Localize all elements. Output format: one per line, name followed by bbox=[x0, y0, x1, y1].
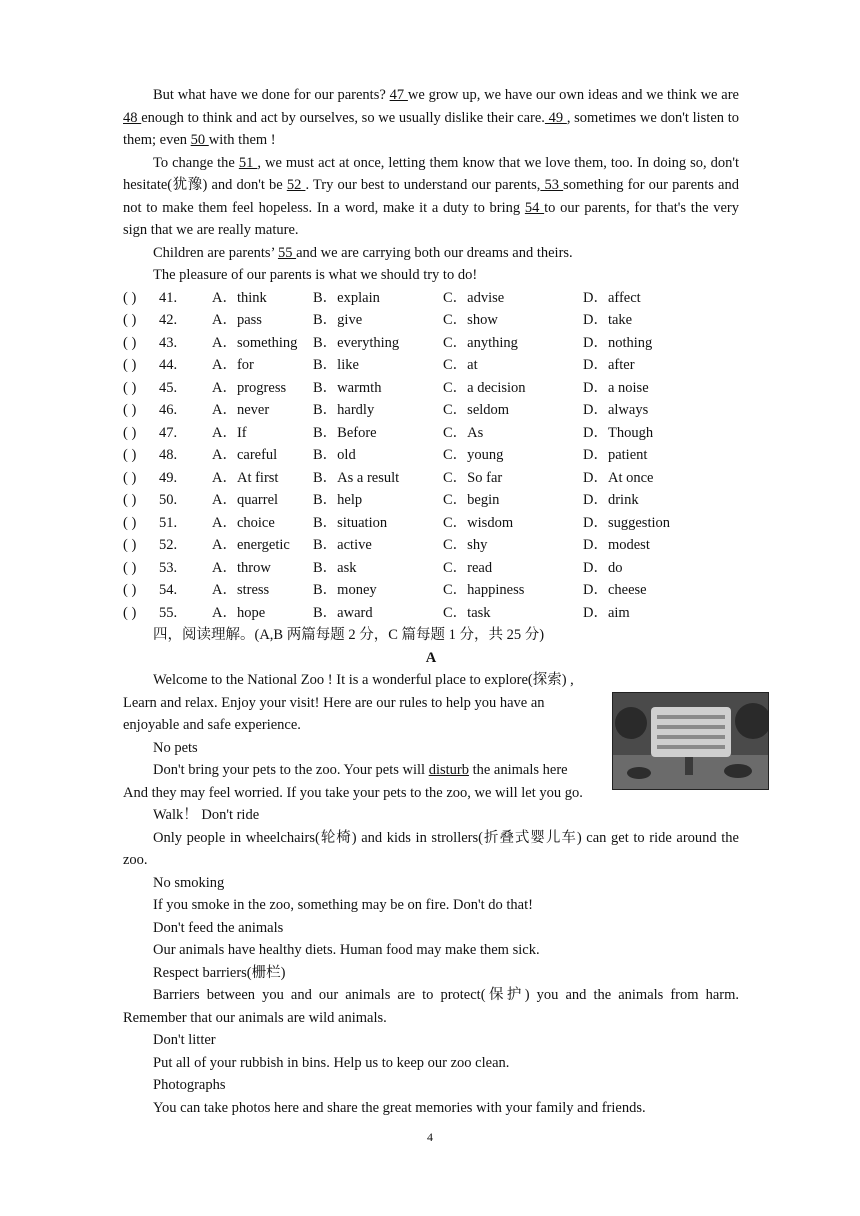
rule-heading-smoking: No smoking bbox=[153, 874, 225, 891]
zoo-sign-illustration bbox=[613, 693, 768, 789]
text: with them ! bbox=[208, 132, 276, 148]
option-row bbox=[123, 399, 739, 422]
option-c: C．wisdom bbox=[443, 514, 514, 531]
option-b: B．help bbox=[313, 492, 363, 508]
option-b: B．money bbox=[313, 582, 377, 598]
blank-48: 48 bbox=[123, 109, 142, 126]
option-d: D．after bbox=[583, 357, 635, 373]
answer-paren[interactable]: ( ) bbox=[123, 379, 137, 396]
text: , sometimes we don't listen to them; even bbox=[123, 109, 740, 148]
options-list bbox=[123, 287, 739, 625]
blank-55: 55 bbox=[277, 244, 297, 261]
question-number: 53. bbox=[159, 559, 178, 576]
answer-paren[interactable]: ( ) bbox=[123, 402, 137, 418]
option-c: C．shy bbox=[443, 537, 488, 553]
question-number: 51. bbox=[159, 514, 178, 531]
rule-body-smoking: If you smoke in the zoo, something may be on fire. Don't do that! bbox=[153, 897, 533, 913]
question-number: 52. bbox=[159, 537, 178, 553]
blank-53: 53 bbox=[540, 177, 564, 193]
question-number: 42. bbox=[159, 312, 178, 328]
option-c: C．seldom bbox=[443, 402, 510, 418]
question-number: 50. bbox=[159, 492, 178, 508]
option-c: C．young bbox=[443, 447, 504, 463]
option-row bbox=[123, 557, 739, 580]
option-c: C．happiness bbox=[443, 582, 525, 598]
option-a: A．quarrel bbox=[212, 492, 279, 508]
option-row bbox=[123, 309, 739, 332]
option-b: B．active bbox=[313, 537, 372, 553]
option-row bbox=[123, 377, 739, 400]
option-a: A．If bbox=[212, 424, 247, 441]
text: Children are parents’ bbox=[153, 244, 278, 261]
answer-paren[interactable]: ( ) bbox=[123, 582, 137, 598]
option-d: D．affect bbox=[583, 289, 641, 306]
rule-body-barriers: Barriers between you and our animals are to protect(保护) you and the animals from harm. Remember that our animals are wild animals. bbox=[123, 987, 739, 1026]
option-a: A．stress bbox=[212, 582, 270, 598]
answer-paren[interactable]: ( ) bbox=[123, 312, 137, 328]
answer-paren[interactable]: ( ) bbox=[123, 537, 137, 553]
answer-paren[interactable]: ( ) bbox=[123, 469, 137, 486]
option-row bbox=[123, 512, 739, 535]
option-b: B．award bbox=[313, 604, 373, 621]
text: But what have we done for our parents? bbox=[153, 87, 390, 103]
question-number: 54. bbox=[159, 582, 178, 598]
option-b: B．ask bbox=[313, 559, 357, 576]
option-b: B．warmth bbox=[313, 379, 382, 396]
blank-50: 50 bbox=[190, 132, 209, 148]
blank-49: 49 bbox=[544, 109, 567, 126]
paragraph-4: The pleasure of our parents is what we should try to do! bbox=[153, 267, 478, 283]
option-b: B．situation bbox=[313, 514, 388, 531]
option-c: C．begin bbox=[443, 492, 500, 508]
text: To change the bbox=[153, 154, 239, 171]
option-a: A．never bbox=[212, 402, 270, 418]
text: something for our parents and not to make them feel hopeless. In a word, make it a duty to bring bbox=[123, 177, 739, 216]
option-row bbox=[123, 332, 739, 355]
blank-51: 51 bbox=[238, 154, 258, 171]
rule-body-walk: Only people in wheelchairs(轮椅) and kids in strollers(折叠式婴儿车) can get to ride around the zoo. bbox=[123, 829, 739, 868]
option-c: C．show bbox=[443, 312, 498, 328]
question-number: 49. bbox=[159, 469, 178, 486]
answer-paren[interactable]: ( ) bbox=[123, 559, 137, 576]
paragraph-3 bbox=[123, 242, 739, 265]
blank-54: 54 bbox=[524, 199, 545, 216]
answer-paren[interactable]: ( ) bbox=[123, 492, 137, 508]
option-c: C．anything bbox=[443, 334, 518, 351]
text: the animals here bbox=[468, 762, 568, 778]
answer-paren[interactable]: ( ) bbox=[123, 424, 137, 441]
rule-heading-feed: Don't feed the animals bbox=[153, 919, 284, 936]
option-c: C．advise bbox=[443, 289, 505, 306]
zoo-sign-image bbox=[612, 692, 769, 790]
paragraph-2 bbox=[123, 152, 739, 242]
text: enough to think and act by ourselves, so we usually dislike their care. bbox=[141, 109, 545, 126]
underlined-word: disturb bbox=[428, 762, 469, 778]
question-number: 41. bbox=[159, 289, 178, 306]
intro-line-1: Welcome to the National Zoo ! It is a wonderful place to explore(探索) , bbox=[153, 672, 574, 688]
option-d: D．a noise bbox=[583, 379, 649, 396]
rule-heading-walk: Walk！ Don't ride bbox=[153, 807, 260, 823]
option-d: D．suggestion bbox=[583, 514, 670, 531]
rule-body-photographs: You can take photos here and share the great memories with your family and friends. bbox=[153, 1099, 646, 1116]
question-number: 48. bbox=[159, 447, 178, 463]
rule-body-feed: Our animals have healthy diets. Human food may make them sick. bbox=[153, 942, 540, 958]
text: . Try our best to understand our parents, bbox=[305, 177, 541, 193]
option-b: B．like bbox=[313, 357, 359, 373]
option-row bbox=[123, 422, 739, 445]
text: , we must act at once, letting them know that we love them, too. In doing so, don't hesitate(犹豫) and don't be bbox=[123, 154, 740, 193]
option-row bbox=[123, 287, 739, 310]
option-a: A．think bbox=[212, 289, 267, 306]
option-c: C．task bbox=[443, 604, 491, 621]
option-a: A．energetic bbox=[212, 537, 290, 553]
option-b: B．give bbox=[313, 312, 363, 328]
option-row bbox=[123, 579, 739, 602]
section-heading: 四，阅读理解。(A,B 两篇每题 2 分，C 篇每题 1 分，共 25 分) bbox=[153, 627, 545, 643]
rule-body-pets-cont: And they may feel worried. If you take your pets to the zoo, we will let you go. bbox=[123, 784, 583, 801]
option-row bbox=[123, 354, 739, 377]
option-d: D．aim bbox=[583, 604, 630, 621]
question-number: 46. bbox=[159, 402, 178, 418]
option-d: D．At once bbox=[583, 469, 654, 486]
text: and we are carrying both our dreams and theirs. bbox=[296, 244, 573, 261]
blank-52: 52 bbox=[286, 177, 306, 193]
option-d: D．modest bbox=[583, 537, 650, 553]
option-d: D．drink bbox=[583, 492, 639, 508]
option-row bbox=[123, 467, 739, 490]
rule-heading-barriers: Respect barriers(栅栏) bbox=[153, 964, 286, 981]
question-number: 55. bbox=[159, 604, 178, 621]
option-a: A．something bbox=[212, 334, 298, 351]
document-page bbox=[123, 84, 739, 1119]
passage-title: A bbox=[425, 649, 437, 666]
option-c: C．at bbox=[443, 357, 478, 373]
option-d: D．take bbox=[583, 312, 633, 328]
answer-paren[interactable]: ( ) bbox=[123, 447, 137, 463]
answer-paren[interactable]: ( ) bbox=[123, 334, 137, 351]
question-number: 45. bbox=[159, 379, 178, 396]
option-d: D．patient bbox=[583, 447, 648, 463]
intro-line-2: Learn and relax. Enjoy your visit! Here are our rules to help you have an bbox=[123, 694, 545, 711]
answer-paren[interactable]: ( ) bbox=[123, 357, 137, 373]
text: Don't bring your pets to the zoo. Your pets will bbox=[153, 762, 429, 778]
rule-body-litter: Put all of your rubbish in bins. Help us to keep our zoo clean. bbox=[153, 1054, 510, 1071]
option-a: A．progress bbox=[212, 379, 287, 396]
option-d: D．Though bbox=[583, 424, 654, 441]
option-d: D．nothing bbox=[583, 334, 653, 351]
text: we grow up, we have our own ideas and we think we are bbox=[407, 87, 739, 103]
answer-paren[interactable]: ( ) bbox=[123, 289, 137, 306]
rule-heading-photographs: Photographs bbox=[153, 1077, 226, 1093]
option-b: B．Before bbox=[313, 424, 377, 441]
question-number: 43. bbox=[159, 334, 178, 351]
option-d: D．cheese bbox=[583, 582, 647, 598]
option-b: B．explain bbox=[313, 289, 380, 306]
blank-47: 47 bbox=[389, 87, 408, 103]
rule-heading-litter: Don't litter bbox=[153, 1032, 216, 1048]
option-b: B．everything bbox=[313, 334, 400, 351]
answer-paren[interactable]: ( ) bbox=[123, 604, 137, 621]
option-a: A．hope bbox=[212, 604, 266, 621]
option-row bbox=[123, 489, 739, 512]
option-row bbox=[123, 534, 739, 557]
option-c: C．So far bbox=[443, 469, 503, 486]
option-a: A．pass bbox=[212, 312, 262, 328]
answer-paren[interactable]: ( ) bbox=[123, 514, 137, 531]
paragraph-1 bbox=[123, 84, 739, 152]
option-b: B．As a result bbox=[313, 469, 400, 486]
option-a: A．choice bbox=[212, 514, 275, 531]
option-d: D．do bbox=[583, 559, 623, 576]
option-a: A．At first bbox=[212, 469, 279, 486]
question-number: 47. bbox=[159, 424, 178, 441]
option-b: B．hardly bbox=[313, 402, 375, 418]
option-a: A．for bbox=[212, 357, 254, 373]
option-a: A．throw bbox=[212, 559, 271, 576]
option-row bbox=[123, 444, 739, 467]
page-number: 4 bbox=[427, 1130, 433, 1144]
question-number: 44. bbox=[159, 357, 178, 373]
option-d: D．always bbox=[583, 402, 649, 418]
option-b: B．old bbox=[313, 447, 356, 463]
option-c: C．As bbox=[443, 424, 484, 441]
option-c: C．a decision bbox=[443, 379, 526, 396]
text: to our parents, for that's the very sign that we are really mature. bbox=[123, 199, 739, 238]
rule-heading-pets: No pets bbox=[153, 739, 198, 756]
intro-line-3: enjoyable and safe experience. bbox=[123, 717, 301, 733]
option-row bbox=[123, 602, 739, 625]
option-c: C．read bbox=[443, 559, 493, 576]
option-a: A．careful bbox=[212, 447, 278, 463]
